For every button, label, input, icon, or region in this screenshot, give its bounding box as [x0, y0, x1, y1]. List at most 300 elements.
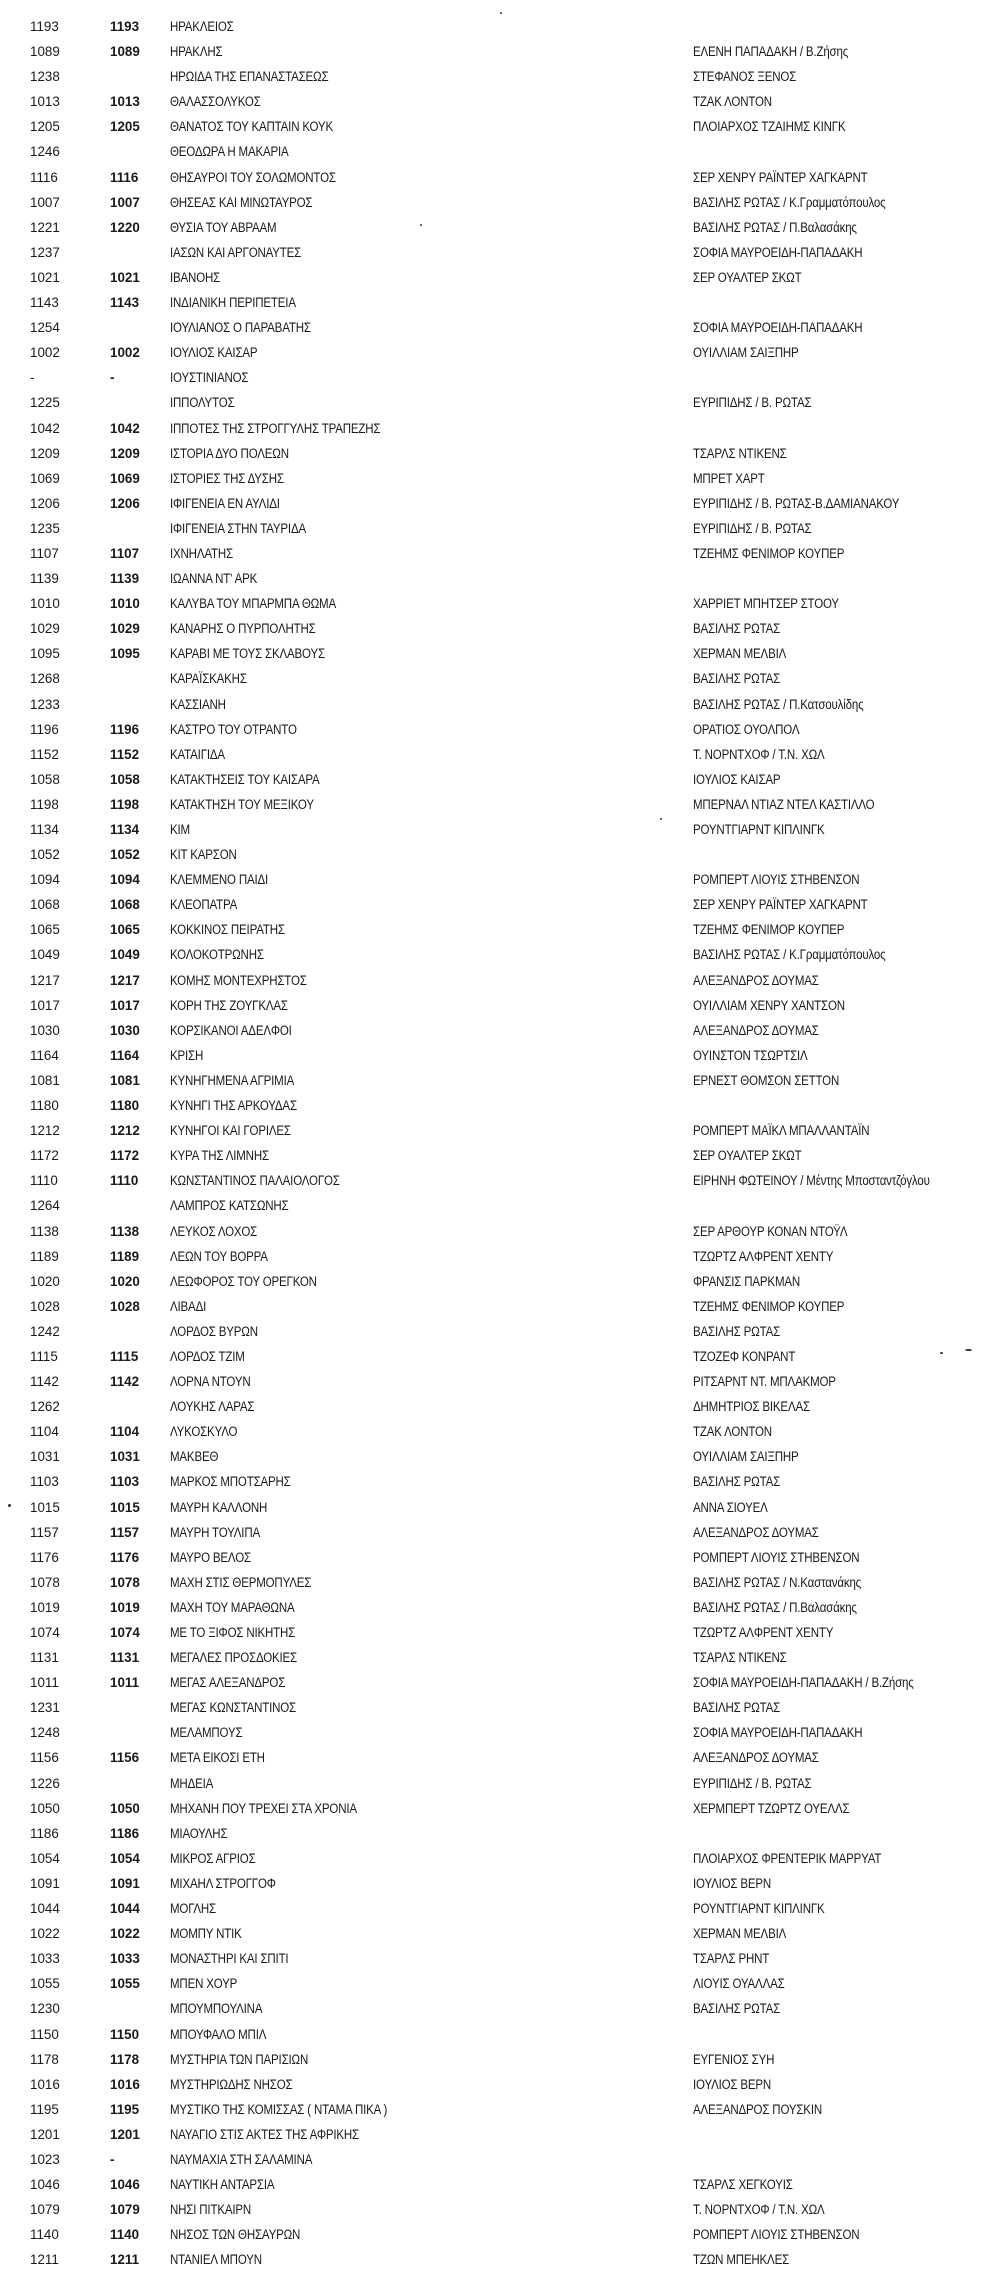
catalog-number: 1011 — [30, 1675, 59, 1691]
catalog-row — [0, 1294, 1000, 1319]
issue-number: 1020 — [110, 1273, 140, 1289]
catalog-row — [0, 666, 1000, 691]
catalog-number: 1107 — [30, 545, 59, 561]
catalog-number: 1143 — [30, 295, 59, 311]
book-title: ΗΡΑΚΛΕΙΟΣ — [170, 19, 234, 34]
issue-number: 1052 — [110, 847, 140, 863]
issue-number: 1138 — [110, 1223, 140, 1239]
catalog-number: 1016 — [30, 2076, 60, 2092]
author-name: ΤΖΕΗΜΣ ΦΕΝΙΜΟΡ ΚΟΥΠΕΡ — [693, 1298, 845, 1314]
book-title: ΛΟΡΔΟΣ ΤΖΙΜ — [170, 1348, 245, 1364]
catalog-number: 1254 — [30, 320, 60, 336]
book-title: ΛΑΜΠΡΟΣ ΚΑΤΣΩΝΗΣ — [170, 1198, 289, 1214]
author-name: ΣΕΡ ΧΕΝΡΥ ΡΑΪΝΤΕΡ ΧΑΓΚΑΡΝΤ — [693, 897, 868, 913]
issue-number: 1157 — [110, 1524, 140, 1540]
book-title: ΜΕΓΑΣ ΑΛΕΞΑΝΔΡΟΣ — [170, 1675, 286, 1691]
author-name: ΤΖΩΝ ΜΠΕΗΚΛΕΣ — [693, 2252, 790, 2268]
catalog-number: 1131 — [30, 1650, 59, 1666]
catalog-row — [0, 466, 1000, 491]
book-title: ΚΑΡΑΪΣΚΑΚΗΣ — [170, 671, 247, 687]
catalog-row — [0, 89, 1000, 114]
catalog-row — [0, 1143, 1000, 1168]
book-title: ΚΥΝΗΓΗΜΕΝΑ ΑΓΡΙΜΙΑ — [170, 1072, 295, 1088]
author-name: ΡΟΥΝΤΓΙΑΡΝΤ ΚΙΠΛΙΝΓΚ — [693, 1901, 825, 1917]
catalog-number: 1180 — [30, 1098, 59, 1114]
author-name: ΤΣΑΡΛΣ ΧΕΓΚΟΥΙΣ — [693, 2177, 793, 2193]
catalog-row — [0, 1444, 1000, 1469]
catalog-number: 1089 — [30, 44, 60, 60]
issue-number: 1094 — [110, 872, 140, 888]
author-name: ΡΟΜΠΕΡΤ ΛΙΟΥΙΣ ΣΤΗΒΕΝΣΟΝ — [693, 872, 860, 888]
catalog-row — [0, 867, 1000, 892]
author-name: ΤΖΩΡΤΖ ΑΛΦΡΕΝΤ ΧΕΝΤΥ — [693, 1625, 834, 1640]
issue-number: 1116 — [110, 169, 139, 185]
book-title: ΙΠΠΟΤΕΣ ΤΗΣ ΣΤΡΟΓΓΥΛΗΣ ΤΡΑΠΕΖΗΣ — [170, 420, 381, 436]
issue-number: 1002 — [110, 345, 140, 361]
book-title: ΛΟΡΝΑ ΝΤΟΥΝ — [170, 1374, 251, 1390]
book-title: ΙΟΥΣΤΙΝΙΑΝΟΣ — [170, 370, 249, 386]
author-name: ΟΡΑΤΙΟΣ ΟΥΟΛΠΟΛ — [693, 721, 800, 737]
issue-number: 1206 — [110, 495, 140, 511]
issue-number: 1055 — [110, 1976, 140, 1992]
author-name: ΑΛΕΞΑΝΔΡΟΣ ΔΟΥΜΑΣ — [693, 972, 819, 988]
catalog-row — [0, 114, 1000, 139]
catalog-row — [0, 1595, 1000, 1620]
issue-number: 1196 — [110, 721, 140, 737]
issue-number: 1178 — [110, 2051, 140, 2067]
catalog-row — [0, 1168, 1000, 1193]
catalog-row — [0, 416, 1000, 441]
catalog-number: 1225 — [30, 395, 60, 411]
issue-number: 1211 — [110, 2252, 140, 2268]
catalog-row — [0, 1093, 1000, 1118]
catalog-number: 1142 — [30, 1374, 59, 1390]
book-title: ΙΣΤΟΡΙΕΣ ΤΗΣ ΔΥΣΗΣ — [170, 470, 284, 486]
book-title: ΙΣΤΟΡΙΑ ΔΥΟ ΠΟΛΕΩΝ — [170, 445, 289, 461]
book-title: ΜΙΚΡΟΣ ΑΓΡΙΟΣ — [170, 1850, 256, 1866]
catalog-number: 1020 — [30, 1273, 60, 1289]
catalog-number: 1069 — [30, 470, 60, 486]
book-title: ΛΕΥΚΟΣ ΛΟΧΟΣ — [170, 1223, 258, 1239]
book-title: ΜΠΕΝ ΧΟΥΡ — [170, 1976, 238, 1992]
catalog-number: 1030 — [30, 1022, 60, 1038]
book-title: ΚΛΕΜΜΕΝΟ ΠΑΙΔΙ — [170, 872, 269, 888]
book-title: ΙΦΙΓΕΝΕΙΑ ΣΤΗΝ ΤΑΥΡΙΔΑ — [170, 520, 306, 536]
author-name: ΤΣΑΡΛΣ ΝΤΙΚΕΝΣ — [693, 1650, 787, 1666]
book-title: ΜΠΟΥΦΑΛΟ ΜΠΙΛ — [170, 2026, 267, 2042]
author-name: ΕΙΡΗΝΗ ΦΩΤΕΙΝΟΥ / Μέντης Μποσταντζόγλου — [693, 1173, 930, 1189]
catalog-row — [0, 240, 1000, 265]
book-title: ΛΕΩΦΟΡΟΣ ΤΟΥ ΟΡΕΓΚΟΝ — [170, 1273, 317, 1289]
catalog-row — [0, 1545, 1000, 1570]
book-title: ΚΑΣΣΙΑΝΗ — [170, 696, 226, 712]
catalog-number: 1134 — [30, 822, 59, 837]
catalog-number: 1209 — [30, 445, 60, 461]
catalog-number: 1046 — [30, 2177, 60, 2193]
author-name: ΡΟΜΠΕΡΤ ΛΙΟΥΙΣ ΣΤΗΒΕΝΣΟΝ — [693, 2227, 860, 2243]
author-name: ΣΕΡ ΧΕΝΡΥ ΡΑΪΝΤΕΡ ΧΑΓΚΑΡΝΤ — [693, 169, 868, 185]
catalog-row — [0, 1219, 1000, 1244]
book-title: ΜΙΑΟΥΛΗΣ — [170, 1825, 228, 1841]
book-title: ΜΠΟΥΜΠΟΥΛΙΝΑ — [170, 2001, 263, 2017]
catalog-row — [0, 1520, 1000, 1545]
catalog-number: 1091 — [30, 1875, 60, 1891]
book-title: ΜΑΡΚΟΣ ΜΠΟΤΣΑΡΗΣ — [170, 1474, 291, 1490]
catalog-number: 1021 — [30, 269, 60, 285]
issue-number: 1022 — [110, 1926, 140, 1942]
catalog-number: 1078 — [30, 1574, 60, 1590]
author-name: ΛΙΟΥΙΣ ΟΥΑΛΛΑΣ — [693, 1976, 785, 1992]
catalog-number: 1017 — [30, 997, 60, 1013]
book-title: ΘΑΝΑΤΟΣ ΤΟΥ ΚΑΠΤΑΙΝ ΚΟΥΚ — [170, 119, 333, 135]
catalog-row — [0, 767, 1000, 792]
author-name: ΒΑΣΙΛΗΣ ΡΩΤΑΣ / Ν.Καστανάκης — [693, 1574, 862, 1590]
issue-number: 1201 — [110, 2126, 140, 2142]
author-name: ΣΕΡ ΑΡΘΟΥΡ ΚΟΝΑΝ ΝΤΟΫΛ — [693, 1223, 848, 1239]
author-name: ΕΥΡΙΠΙΔΗΣ / Β. ΡΩΤΑΣ — [693, 395, 812, 411]
issue-number: 1152 — [110, 746, 140, 762]
catalog-number: 1015 — [30, 1499, 60, 1515]
issue-number: 1150 — [110, 2026, 140, 2042]
catalog-row — [0, 2047, 1000, 2072]
author-name: ΕΡΝΕΣΤ ΘΟΜΣΟΝ ΣΕΤΤΟΝ — [693, 1072, 840, 1088]
catalog-row — [0, 1620, 1000, 1645]
catalog-number: 1268 — [30, 671, 60, 687]
book-title: ΚΑΤΑΚΤΗΣΕΙΣ ΤΟΥ ΚΑΙΣΑΡΑ — [170, 771, 320, 787]
catalog-row — [0, 616, 1000, 641]
issue-number: 1013 — [110, 94, 140, 110]
author-name: ΤΣΑΡΛΣ ΝΤΙΚΕΝΣ — [693, 445, 787, 461]
book-title: ΚΑΝΑΡΗΣ Ο ΠΥΡΠΟΛΗΤΗΣ — [170, 621, 316, 637]
catalog-number: 1055 — [30, 1976, 60, 1992]
issue-number: 1033 — [110, 1951, 140, 1967]
issue-number: 1030 — [110, 1022, 140, 1038]
author-name: ΡΟΜΠΕΡΤ ΜΑΪΚΛ ΜΠΑΛΛΑΝΤΑΪΝ — [693, 1123, 870, 1139]
catalog-number: 1186 — [30, 1825, 59, 1841]
catalog-row — [0, 2072, 1000, 2097]
catalog-row — [0, 2197, 1000, 2222]
author-name: ΒΑΣΙΛΗΣ ΡΩΤΑΣ — [693, 1700, 781, 1716]
issue-number: 1029 — [110, 621, 140, 637]
issue-number: 1016 — [110, 2076, 140, 2092]
catalog-number: 1206 — [30, 495, 60, 511]
author-name: ΑΛΕΞΑΝΔΡΟΣ ΔΟΥΜΑΣ — [693, 1022, 819, 1038]
author-name: ΣΟΦΙΑ ΜΑΥΡΟΕΙΔΗ-ΠΑΠΑΔΑΚΗ — [693, 244, 863, 260]
author-name: ΧΕΡΜΠΕΡΤ ΤΖΩΡΤΖ ΟΥΕΛΛΣ — [693, 1800, 850, 1816]
issue-number: 1180 — [110, 1098, 140, 1114]
author-name: ΒΑΣΙΛΗΣ ΡΩΤΑΣ / Κ.Γραμματόπουλος — [693, 194, 886, 210]
catalog-row — [0, 993, 1000, 1018]
book-title: ΚΟΡΣΙΚΑΝΟΙ ΑΔΕΛΦΟΙ — [170, 1022, 292, 1038]
catalog-number: 1139 — [30, 571, 59, 587]
catalog-row — [0, 1244, 1000, 1269]
book-title: ΚΑΤΑΚΤΗΣΗ ΤΟΥ ΜΕΞΙΚΟΥ — [170, 796, 314, 812]
issue-number: 1058 — [110, 771, 140, 787]
catalog-row — [0, 1193, 1000, 1218]
issue-number: 1195 — [110, 2101, 140, 2117]
book-title: ΝΤΑΝΙΕΛ ΜΠΟΥΝ — [170, 2252, 262, 2268]
catalog-number: 1157 — [30, 1524, 59, 1540]
book-title: ΚΟΡΗ ΤΗΣ ΖΟΥΓΚΛΑΣ — [170, 997, 288, 1013]
issue-number: 1172 — [110, 1148, 140, 1164]
scan-speck — [940, 1352, 943, 1354]
author-name: ΟΥΙΝΣΤΟΝ ΤΣΩΡΤΣΙΛ — [693, 1047, 808, 1063]
catalog-row — [0, 917, 1000, 942]
catalog-number: 1140 — [30, 2227, 59, 2243]
catalog-row — [0, 1871, 1000, 1896]
author-name: ΧΕΡΜΑΝ ΜΕΛΒΙΛ — [693, 646, 787, 662]
book-title: ΚΙΜ — [170, 822, 190, 837]
catalog-number: 1193 — [30, 19, 59, 34]
author-name: ΒΑΣΙΛΗΣ ΡΩΤΑΣ — [693, 1474, 781, 1490]
catalog-number: 1248 — [30, 1725, 60, 1741]
issue-number: 1176 — [110, 1549, 140, 1565]
catalog-row — [0, 1319, 1000, 1344]
issue-number: 1069 — [110, 470, 140, 486]
catalog-number: 1164 — [30, 1047, 59, 1063]
catalog-row — [0, 1996, 1000, 2021]
catalog-number: 1029 — [30, 621, 60, 637]
catalog-row — [0, 1695, 1000, 1720]
catalog-number: 1246 — [30, 144, 60, 160]
issue-number: 1074 — [110, 1625, 140, 1640]
catalog-number: 1211 — [30, 2252, 59, 2268]
author-name: ΒΑΣΙΛΗΣ ΡΩΤΑΣ / Π.Βαλασάκης — [693, 219, 857, 235]
catalog-number: 1065 — [30, 922, 60, 938]
issue-number: 1095 — [110, 646, 140, 662]
book-title: ΝΑΥΤΙΚΗ ΑΝΤΑΡΣΙΑ — [170, 2177, 275, 2193]
book-title: ΙΟΥΛΙΑΝΟΣ Ο ΠΑΡΑΒΑΤΗΣ — [170, 320, 311, 336]
author-name: ΑΛΕΞΑΝΔΡΟΣ ΠΟΥΣΚΙΝ — [693, 2101, 822, 2117]
author-name: ΤΖΕΗΜΣ ΦΕΝΙΜΟΡ ΚΟΥΠΕΡ — [693, 545, 845, 561]
book-title: ΛΥΚΟΣΚΥΛΟ — [170, 1424, 238, 1440]
author-name: ΟΥΙΛΛΙΑΜ ΣΑΙΞΠΗΡ — [693, 1449, 799, 1465]
catalog-row — [0, 441, 1000, 466]
issue-number: - — [110, 2151, 115, 2167]
issue-number: 1028 — [110, 1298, 140, 1314]
book-title: ΚΥΝΗΓΟΙ ΚΑΙ ΓΟΡΙΛΕΣ — [170, 1123, 291, 1139]
catalog-row — [0, 340, 1000, 365]
author-name: ΡΙΤΣΑΡΝΤ ΝΤ. ΜΠΛΑΚΜΟΡ — [693, 1374, 836, 1390]
catalog-row — [0, 1846, 1000, 1871]
catalog-row — [0, 1570, 1000, 1595]
catalog-number: 1226 — [30, 1775, 60, 1791]
catalog-number: 1231 — [30, 1700, 60, 1716]
catalog-row — [0, 365, 1000, 390]
issue-number: 1021 — [110, 269, 140, 285]
catalog-row — [0, 892, 1000, 917]
book-title: ΜΗΔΕΙΑ — [170, 1775, 214, 1791]
catalog-number: 1115 — [30, 1348, 58, 1364]
catalog-number: 1050 — [30, 1800, 60, 1816]
scan-speck — [965, 1349, 972, 1351]
book-title: ΙΑΣΩΝ ΚΑΙ ΑΡΓΟΝΑΥΤΕΣ — [170, 244, 302, 260]
catalog-row — [0, 1419, 1000, 1444]
catalog-number: 1152 — [30, 746, 59, 762]
catalog-number: 1013 — [30, 94, 60, 110]
book-title: ΜΟΜΠΥ ΝΤΙΚ — [170, 1926, 242, 1942]
author-name: ΑΛΕΞΑΝΔΡΟΣ ΔΟΥΜΑΣ — [693, 1524, 819, 1540]
issue-number: 1011 — [110, 1675, 140, 1691]
catalog-number: 1205 — [30, 119, 60, 135]
catalog-row — [0, 2147, 1000, 2172]
author-name: ΤΖΩΡΤΖ ΑΛΦΡΕΝΤ ΧΕΝΤΥ — [693, 1248, 834, 1264]
author-name: ΙΟΥΛΙΟΣ ΒΕΡΝ — [693, 2076, 772, 2092]
author-name: ΦΡΑΝΣΙΣ ΠΑΡΚΜΑΝ — [693, 1273, 801, 1289]
author-name: Τ. ΝΟΡΝΤΧΟΦ / Τ.Ν. ΧΩΛ — [693, 2202, 825, 2218]
issue-number: - — [110, 370, 115, 386]
author-name: ΕΥΡΙΠΙΔΗΣ / Β. ΡΩΤΑΣ-Β.ΔΑΜΙΑΝΑΚΟΥ — [693, 495, 900, 511]
catalog-number: 1262 — [30, 1399, 60, 1415]
author-name: ΒΑΣΙΛΗΣ ΡΩΤΑΣ / Π.Κατσουλίδης — [693, 696, 864, 712]
catalog-row — [0, 165, 1000, 190]
catalog-number: 1042 — [30, 420, 60, 436]
catalog-row — [0, 64, 1000, 89]
book-title: ΚΑΤΑΙΓΙΔΑ — [170, 746, 225, 762]
catalog-number: 1052 — [30, 847, 60, 863]
catalog-number: 1201 — [30, 2126, 60, 2142]
issue-number: 1142 — [110, 1374, 140, 1390]
book-title: ΜΟΓΛΗΣ — [170, 1901, 216, 1917]
issue-number: 1046 — [110, 2177, 140, 2193]
catalog-row — [0, 1369, 1000, 1394]
book-title: ΜΑΥΡΟ ΒΕΛΟΣ — [170, 1549, 251, 1565]
issue-number: 1065 — [110, 922, 140, 938]
book-title: ΜΑΧΗ ΤΟΥ ΜΑΡΑΘΩΝΑ — [170, 1599, 295, 1615]
catalog-number: 1031 — [30, 1449, 60, 1465]
book-title: ΜΑΥΡΗ ΚΑΛΛΟΝΗ — [170, 1499, 268, 1515]
book-title: ΘΗΣΑΥΡΟΙ ΤΟΥ ΣΟΛΩΜΟΝΤΟΣ — [170, 169, 336, 185]
catalog-row — [0, 1495, 1000, 1520]
catalog-number: 1079 — [30, 2202, 60, 2218]
issue-number: 1107 — [110, 545, 140, 561]
author-name: ΑΝΝΑ ΣΙΟΥΕΛ — [693, 1499, 768, 1515]
catalog-row — [0, 641, 1000, 666]
issue-number: 1089 — [110, 44, 140, 60]
book-title: ΝΑΥΜΑΧΙΑ ΣΤΗ ΣΑΛΑΜΙΝΑ — [170, 2151, 313, 2167]
author-name: ΧΕΡΜΑΝ ΜΕΛΒΙΛ — [693, 1926, 787, 1942]
catalog-row — [0, 1670, 1000, 1695]
catalog-row — [0, 1394, 1000, 1419]
catalog-row — [0, 742, 1000, 767]
catalog-row — [0, 1971, 1000, 1996]
book-title: ΚΟΚΚΙΝΟΣ ΠΕΙΡΑΤΗΣ — [170, 922, 285, 938]
catalog-row — [0, 1896, 1000, 1921]
catalog-number: 1094 — [30, 872, 60, 888]
catalog-number: 1095 — [30, 646, 60, 662]
issue-number: 1205 — [110, 119, 140, 135]
issue-number: 1134 — [110, 822, 140, 837]
catalog-row — [0, 817, 1000, 842]
author-name: ΜΠΡΕΤ ΧΑΡΤ — [693, 470, 765, 486]
issue-number: 1164 — [110, 1047, 140, 1063]
catalog-number: 1195 — [30, 2101, 59, 2117]
catalog-number: 1110 — [30, 1173, 58, 1189]
author-name: ΟΥΙΛΛΙΑΜ ΧΕΝΡΥ ΧΑΝΤΣΟΝ — [693, 997, 845, 1013]
catalog-row — [0, 1018, 1000, 1043]
book-title: ΚΑΛΥΒΑ ΤΟΥ ΜΠΑΡΜΠΑ ΘΩΜΑ — [170, 596, 336, 612]
book-title: ΚΟΜΗΣ ΜΟΝΤΕΧΡΗΣΤΟΣ — [170, 972, 307, 988]
catalog-row — [0, 1946, 1000, 1971]
catalog-row — [0, 692, 1000, 717]
catalog-row — [0, 1068, 1000, 1093]
catalog-number: 1010 — [30, 596, 60, 612]
author-name: ΣΤΕΦΑΝΟΣ ΞΕΝΟΣ — [693, 69, 797, 85]
catalog-row — [0, 1344, 1000, 1369]
book-title: ΚΥΡΑ ΤΗΣ ΛΙΜΝΗΣ — [170, 1148, 269, 1164]
author-name: ΤΖΟΖΕΦ ΚΟΝΡΑΝΤ — [693, 1348, 796, 1364]
book-title: ΘΕΟΔΩΡΑ Η ΜΑΚΑΡΙΑ — [170, 144, 289, 160]
book-title: ΜΟΝΑΣΤΗΡΙ ΚΑΙ ΣΠΙΤΙ — [170, 1951, 289, 1967]
catalog-number: 1264 — [30, 1198, 60, 1214]
catalog-row — [0, 39, 1000, 64]
catalog-row — [0, 2222, 1000, 2247]
author-name: ΣΕΡ ΟΥΑΛΤΕΡ ΣΚΩΤ — [693, 269, 802, 285]
catalog-number: 1081 — [30, 1072, 60, 1088]
author-name: ΡΟΜΠΕΡΤ ΛΙΟΥΙΣ ΣΤΗΒΕΝΣΟΝ — [693, 1549, 860, 1565]
catalog-number: 1044 — [30, 1901, 60, 1917]
book-title: ΘΗΣΕΑΣ ΚΑΙ ΜΙΝΩΤΑΥΡΟΣ — [170, 194, 313, 210]
catalog-number: 1068 — [30, 897, 60, 913]
catalog-number: 1156 — [30, 1750, 59, 1766]
issue-number: 1209 — [110, 445, 140, 461]
catalog-number: 1019 — [30, 1599, 60, 1615]
catalog-row — [0, 566, 1000, 591]
catalog-row — [0, 1645, 1000, 1670]
author-name: ΙΟΥΛΙΟΣ ΚΑΙΣΑΡ — [693, 771, 781, 787]
catalog-row — [0, 1796, 1000, 1821]
author-name: ΤΣΑΡΛΣ ΡΗΝΤ — [693, 1951, 770, 1967]
catalog-number: 1235 — [30, 520, 60, 536]
book-title: ΜΕΛΑΜΠΟΥΣ — [170, 1725, 243, 1741]
catalog-number: 1150 — [30, 2026, 59, 2042]
book-title: ΜΗΧΑΝΗ ΠΟΥ ΤΡΕΧΕΙ ΣΤΑ ΧΡΟΝΙΑ — [170, 1800, 357, 1816]
author-name: ΧΑΡΡΙΕΤ ΜΠΗΤΣΕΡ ΣΤΟΟΥ — [693, 596, 839, 612]
book-title: ΙΒΑΝΟΗΣ — [170, 269, 221, 285]
issue-number: 1110 — [110, 1173, 139, 1189]
author-name: ΕΛΕΝΗ ΠΑΠΑΔΑΚΗ / Β.Ζήσης — [693, 44, 849, 60]
author-name: ΜΠΕΡΝΑΛ ΝΤΙΑΖ ΝΤΕΛ ΚΑΣΤΙΛΛΟ — [693, 796, 875, 812]
catalog-number: 1198 — [30, 796, 59, 812]
catalog-row — [0, 1043, 1000, 1068]
book-title: ΛΕΩΝ ΤΟΥ ΒΟΡΡΑ — [170, 1248, 268, 1264]
author-name: ΡΟΥΝΤΓΙΑΡΝΤ ΚΙΠΛΙΝΓΚ — [693, 822, 825, 837]
book-title: ΜΕΓΑΛΕΣ ΠΡΟΣΔΟΚΙΕΣ — [170, 1650, 297, 1666]
author-name: ΣΟΦΙΑ ΜΑΥΡΟΕΙΔΗ-ΠΑΠΑΔΑΚΗ / Β.Ζήσης — [693, 1675, 914, 1691]
book-title: ΛΟΡΔΟΣ ΒΥΡΩΝ — [170, 1323, 258, 1339]
catalog-row — [0, 390, 1000, 415]
book-title: ΗΡΑΚΛΗΣ — [170, 44, 223, 60]
catalog-row — [0, 190, 1000, 215]
book-title: ΜΥΣΤΗΡΙΩΔΗΣ ΝΗΣΟΣ — [170, 2076, 293, 2092]
catalog-row — [0, 315, 1000, 340]
author-name: ΒΑΣΙΛΗΣ ΡΩΤΑΣ — [693, 2001, 781, 2017]
catalog-number: 1242 — [30, 1323, 60, 1339]
book-title: ΚΑΡΑΒΙ ΜΕ ΤΟΥΣ ΣΚΛΑΒΟΥΣ — [170, 646, 325, 662]
issue-number: 1054 — [110, 1850, 140, 1866]
catalog-row — [0, 968, 1000, 993]
issue-number: 1189 — [110, 1248, 140, 1264]
author-name: ΒΑΣΙΛΗΣ ΡΩΤΑΣ — [693, 621, 781, 637]
catalog-number: 1178 — [30, 2051, 59, 2067]
issue-number: 1212 — [110, 1123, 140, 1139]
book-title: ΛΟΥΚΗΣ ΛΑΡΑΣ — [170, 1399, 255, 1415]
book-title: ΘΑΛΑΣΣΟΛΥΚΟΣ — [170, 94, 261, 110]
issue-number: 1079 — [110, 2202, 140, 2218]
catalog-row — [0, 215, 1000, 240]
catalog-number: 1023 — [30, 2151, 60, 2167]
issue-number: 1015 — [110, 1499, 140, 1515]
